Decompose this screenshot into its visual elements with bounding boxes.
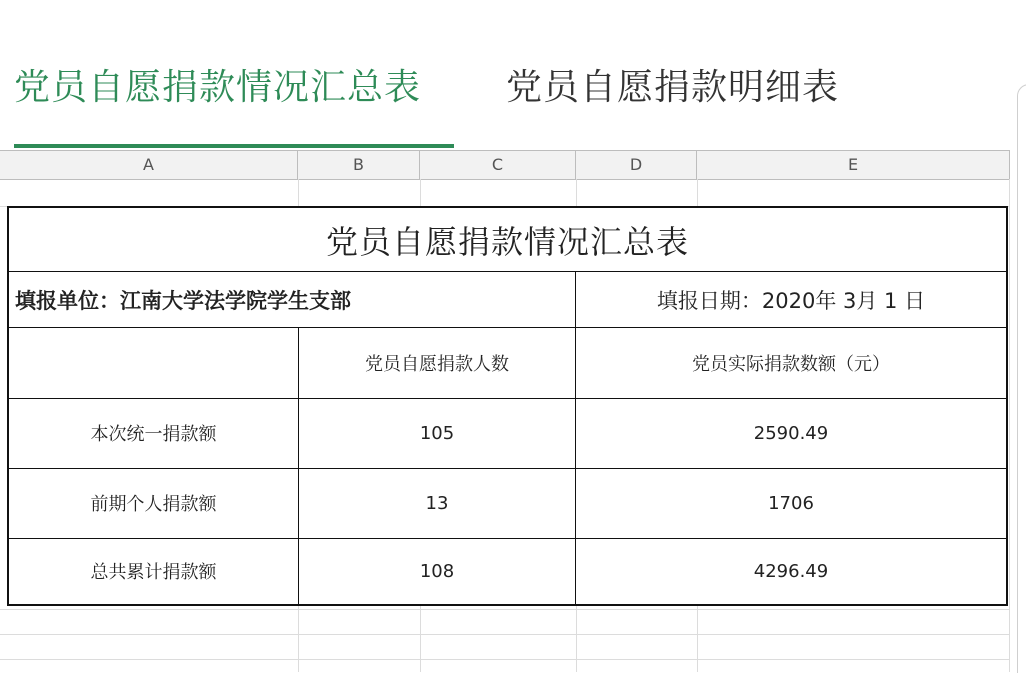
sheet-tab-bar: [0, 0, 1026, 150]
row-count-cell[interactable]: 108: [299, 538, 576, 604]
row-label-cell[interactable]: 本次统一捐款额: [9, 398, 299, 468]
scroll-edge: [1017, 84, 1026, 673]
column-header-row: [0, 150, 1010, 180]
row-label-cell[interactable]: 前期个人捐款额: [9, 468, 299, 538]
table-row: [9, 468, 1006, 539]
row-amount-cell[interactable]: 2590.49: [753, 422, 829, 444]
row-amount-cell[interactable]: 1706: [768, 492, 814, 514]
table-header-row: [9, 328, 1006, 399]
row-label-cell[interactable]: 总共累计捐款额: [9, 538, 299, 604]
column-header-e[interactable]: E: [697, 151, 1010, 179]
row-count-cell[interactable]: 13: [299, 468, 576, 538]
tab-details[interactable]: 党员自愿捐款明细表: [506, 67, 840, 108]
column-header-c[interactable]: C: [420, 151, 576, 179]
header-label-cell[interactable]: [9, 328, 299, 398]
summary-table: [7, 206, 1008, 606]
reporting-unit[interactable]: 填报单位：江南大学法学院学生支部: [9, 272, 576, 328]
reporting-date[interactable]: 填报日期：2020年 3月 1 日: [576, 272, 1006, 328]
column-header-d[interactable]: D: [576, 151, 697, 179]
row-amount-cell[interactable]: 4296.49: [753, 560, 829, 582]
column-header-b[interactable]: B: [298, 151, 420, 179]
header-amount-cell[interactable]: 党员实际捐款数额（元）: [692, 354, 890, 375]
table-title[interactable]: 党员自愿捐款情况汇总表: [9, 208, 1006, 272]
active-tab-indicator: [14, 144, 454, 148]
tab-summary[interactable]: 党员自愿捐款情况汇总表: [14, 67, 422, 108]
column-header-a[interactable]: A: [0, 151, 298, 179]
header-count-cell[interactable]: 党员自愿捐款人数: [299, 328, 576, 398]
row-count-cell[interactable]: 105: [299, 398, 576, 468]
table-row: [9, 398, 1006, 469]
table-row: [9, 538, 1006, 604]
